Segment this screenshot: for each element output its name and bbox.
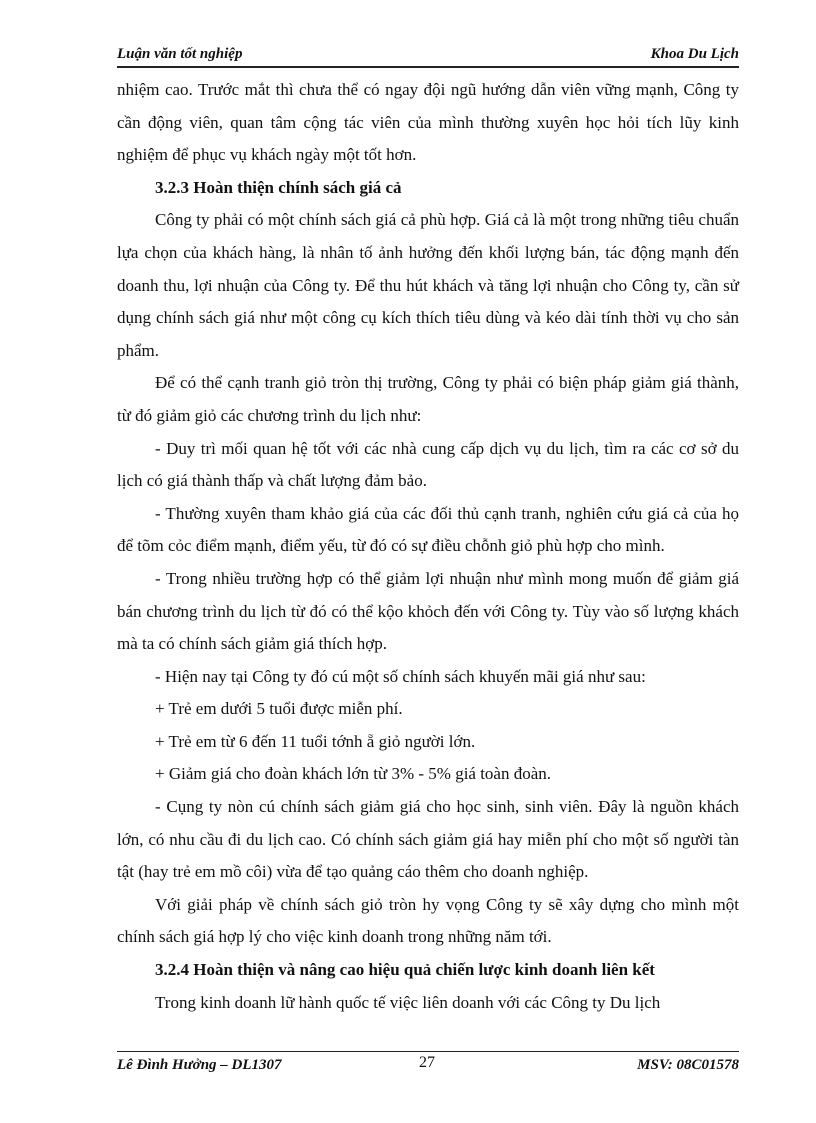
section-heading-3-2-4: 3.2.4 Hoàn thiện và nâng cao hiệu quả chiến lược kinh doanh liên kết	[155, 960, 655, 980]
list-item: + Trẻ em từ 6 đến 11 tuổi tớnh ẵ giỏ người lớn.	[155, 731, 476, 751]
list-item: + Trẻ em dưới 5 tuổi được miễn phí.	[155, 699, 403, 719]
paragraph: Để có thể cạnh tranh giỏ tròn thị trường, Công ty phải có biện pháp giảm giá thành, từ đó giảm giỏ các chương trình du lịch như:	[117, 373, 739, 425]
footer-student-id: MSV: 08C01578	[637, 1057, 739, 1073]
list-item: - Trong nhiều trường hợp có thể giảm lợi nhuận như mình mong muốn để giảm giá bán chương trình du lịch từ đó có thể kộo khỏch đến với Công ty. Tùy vào số lượng khách mà ta có chính sách giảm giá thích hợp.	[117, 568, 739, 654]
paragraph-continued: nhiệm cao. Trước mắt thì chưa thể có ngay đội ngũ hướng dẫn viên vững mạnh, Công ty cần động viên, quan tâm cộng tác viên của mình thường xuyên học hỏi tích lũy kinh nghiệm để phục vụ khách ngày một tốt hơn.	[117, 80, 739, 165]
list-item: - Duy trì mối quan hệ tốt với các nhà cung cấp dịch vụ du lịch, tìm ra các cơ sở du lịch có giá thành thấp và chất lượng đảm bảo.	[117, 438, 739, 491]
list-item: - Cụng ty nòn cú chính sách giảm giá cho học sinh, sinh viên. Đây là nguồn khách lớn, có nhu cầu đi du lịch cao. Có chính sách giảm giá hay miễn phí cho một số người tàn tật (hay trẻ em mồ côi) vừa để tạo quảng cáo thêm cho doanh nghiệp.	[117, 797, 739, 882]
list-item: - Hiện nay tại Công ty đó cú một số chính sách khuyến mãi giá như sau:	[155, 666, 646, 686]
page-footer	[117, 1051, 739, 1078]
header-department: Khoa Du Lịch	[650, 46, 739, 62]
page-number: 27	[419, 1054, 435, 1071]
list-item: + Giảm giá cho đoàn khách lớn từ 3% - 5% giá toàn đoàn.	[155, 764, 552, 784]
page-body	[117, 74, 739, 1019]
footer-author: Lê Đình Hưởng – DL1307	[117, 1057, 282, 1073]
header-title: Luận văn tốt nghiệp	[117, 46, 243, 62]
paragraph: Với giải pháp về chính sách giỏ tròn hy vọng Công ty sẽ xây dựng cho mình một chính sách giá hợp lý cho việc kinh doanh trong những năm tới.	[117, 894, 739, 947]
paragraph: Công ty phải có một chính sách giá cả phù hợp. Giá cả là một trong những tiêu chuẩn lựa chọn của khách hàng, là nhân tố ảnh hưởng đến khối lượng bán, tác động mạnh đến doanh thu, lợi nhuận của Công ty. Để thu hút khách và tăng lợi nhuận cho Công ty, cần sử dụng chính sách giá như một công cụ kích thích tiêu dùng và kéo dài tính thời vụ cho sản phẩm.	[117, 210, 739, 360]
list-item: - Thường xuyên tham khảo giá của các đối thủ cạnh tranh, nghiên cứu giá cả của họ để tõm cỏc điểm mạnh, điểm yếu, từ đó có sự điều chỗnh giỏ phù hợp cho mình.	[117, 503, 739, 556]
paragraph: Trong kinh doanh lữ hành quốc tế việc liên doanh với các Công ty Du lịch	[155, 992, 661, 1012]
page-header	[117, 44, 739, 68]
section-heading-3-2-3: 3.2.3 Hoàn thiện chính sách giá cả	[155, 177, 402, 197]
